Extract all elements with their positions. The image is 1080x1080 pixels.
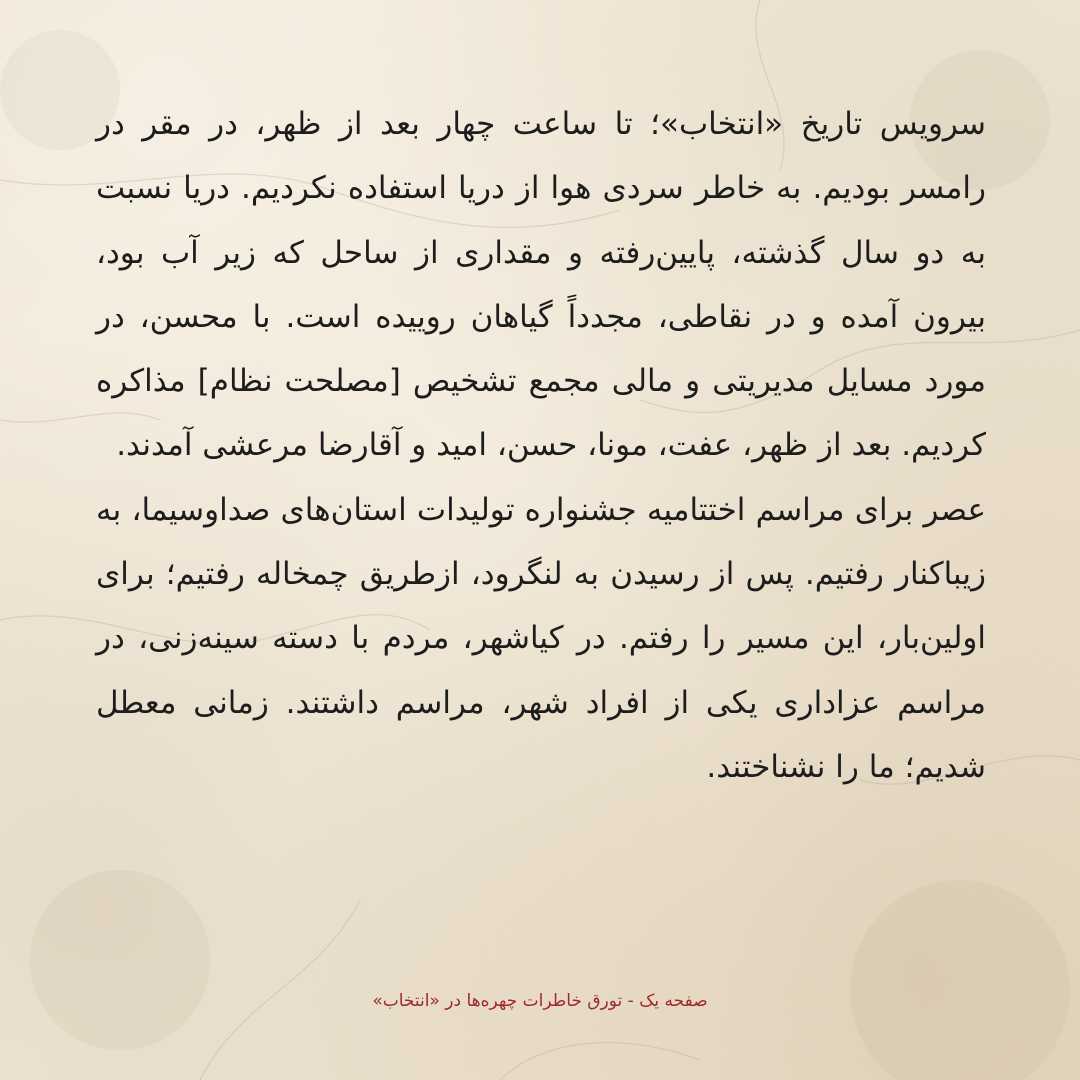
paragraph-1: سرویس تاریخ «انتخاب»؛ تا ساعت چهار بعد از ظهر، در مقر در رامسر بودیم. به خاطر سردی هوا از دریا استفاده نکردیم. دریا نسبت به دو سال گذشته، پایین‌رفته و مقداری از ساحل که زیر آب بود، بیرون آمده و در نقاطی، مجدداً گیاهان روییده است. با محسن، در مورد مسایل مدیریتی و مالی مجمع تشخیص [مصلحت نظام] مذاکره کردیم. بعد از ظهر، عفت، مونا، حسن، امید و آقارضا مرعشی آمدند. [96, 106, 986, 464]
memoir-text [96, 92, 986, 799]
page-caption: صفحه یک - تورق خاطرات چهره‌ها در «انتخاب» [372, 991, 708, 1011]
paragraph-2: عصر برای مراسم اختتامیه جشنواره تولیدات استان‌های صداوسیما، به زیباکنار رفتیم. پس از رسیدن به لنگرود، ازطریق چمخاله رفتیم؛ برای اولین‌بار، این مسیر را رفتم. در کیاشهر، مردم با دسته سینه‌زنی، در مراسم عزاداری یکی از افراد شهر، مراسم داشتند. زمانی معطل شدیم؛ ما را نشناختند. [96, 491, 986, 785]
